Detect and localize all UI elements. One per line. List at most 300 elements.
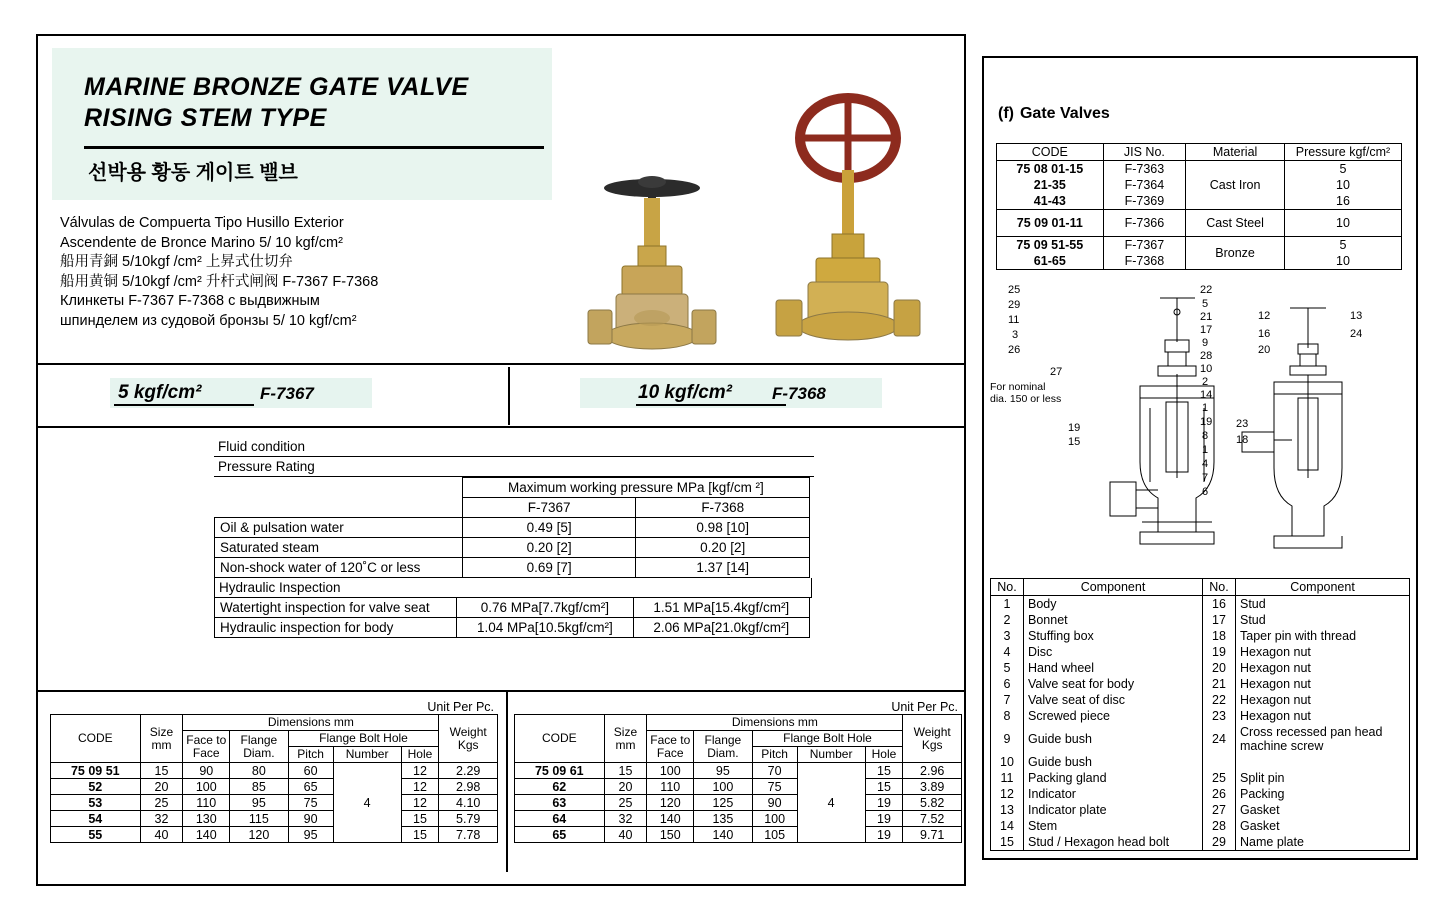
cell-flange: 95 [694,763,752,779]
hydraulic-inspection-title: Hydraulic Inspection [214,578,812,598]
unit-note: Unit Per Pc. [427,700,494,714]
bar-top-rule [38,363,964,365]
callout-2: 2 [1202,376,1209,388]
table-row [215,558,810,578]
cell-component: Bonnet [1024,612,1203,628]
cell-jis: F-7368 [1103,253,1186,270]
table-row [51,827,498,843]
cell-no: 29 [1203,834,1236,851]
row-label: Non-shock water of 120˚C or less [215,558,463,578]
cell-component: Packing [1236,786,1410,802]
th-pressure: Pressure kgf/cm² [1284,144,1401,161]
callout-28: 28 [1200,350,1213,362]
callout-18: 18 [1236,434,1249,446]
cell-hole: 12 [401,779,439,795]
th-flange-diam: Flange Diam. [230,731,288,763]
callout-21: 21 [1200,311,1213,323]
table-row [215,598,810,618]
cell-flange: 140 [694,827,752,843]
table-row [991,692,1410,708]
cell-component: Hexagon nut [1236,692,1410,708]
hydraulic-inspection-table [214,597,810,638]
table-row [215,518,810,538]
cell-no: 1 [991,596,1024,613]
cell-no: 15 [991,834,1024,851]
callout-8: 8 [1202,430,1209,442]
cell-pressure: 5 [1284,161,1401,178]
cell-component: Hexagon nut [1236,644,1410,660]
cell-flange: 80 [230,763,288,779]
cell-no: 7 [991,692,1024,708]
cell-code: 75 09 51-55 [997,237,1104,254]
section-title: Gate Valves [1019,105,1110,122]
cell-face: 140 [183,827,230,843]
table-row [515,827,962,843]
callout-23: 23 [1236,418,1249,430]
cell-flange: 120 [230,827,288,843]
table-row [991,786,1410,802]
callout-29: 29 [1008,299,1021,311]
cell-component: Stud [1236,612,1410,628]
subtitle-line: Ascendente de Bronce Marino 5/ 10 kgf/cm² [60,234,343,251]
component-list-table [990,578,1410,851]
cell-jis: F-7366 [1103,210,1186,237]
cell-code: 75 09 51 [51,763,141,779]
cell-pressure: 16 [1284,193,1401,210]
pressure-rating-5: 5 kgf/cm² [118,382,202,403]
cell-no: 20 [1203,660,1236,676]
cell-component: Disc [1024,644,1203,660]
cell-component: Indicator plate [1024,802,1203,818]
table-row [215,618,810,638]
subtitle-line: 船用青銅 5/10kgf /cm² 上昇式仕切弁 [60,254,293,270]
cell-component: Packing gland [1024,770,1203,786]
th-flange-diam: Flange Diam. [694,731,752,763]
cell-pitch: 65 [288,779,333,795]
callout-1a: 1 [1202,402,1209,414]
cell-hole: 15 [401,811,439,827]
cell-weight: 2.29 [439,763,498,779]
cell-number: 4 [797,763,865,843]
th-flange-bolt-hole: Flange Bolt Hole [288,731,439,747]
callout-15-left: 15 [1068,436,1081,448]
callout-22: 22 [1200,284,1213,296]
pressure-code-5: F-7367 [260,384,314,403]
title-divider [84,146,544,149]
cell-no: 8 [991,708,1024,724]
callout-3: 3 [1012,329,1019,341]
cell-material: Bronze [1186,237,1285,270]
cell-pitch: 75 [288,795,333,811]
cell-flange: 125 [694,795,752,811]
table-row [991,644,1410,660]
cell-flange: 95 [230,795,288,811]
cell-no [1203,754,1236,770]
cell-pitch: 100 [752,811,797,827]
cell-code: 63 [515,795,605,811]
table-row [991,724,1410,754]
cell-no: 18 [1203,628,1236,644]
cell-pitch: 90 [288,811,333,827]
cell-size: 20 [604,779,647,795]
cell-hole: 19 [865,827,903,843]
cell-no: 22 [1203,692,1236,708]
table-row [991,834,1410,851]
table-row [51,763,498,779]
callout-11: 11 [1008,314,1020,326]
table-row [991,660,1410,676]
title-line-2: RISING STEM TYPE [84,104,327,132]
table-row [991,596,1410,613]
table-row [991,770,1410,786]
table-row [51,795,498,811]
cell-hole: 15 [865,763,903,779]
cell-pitch: 60 [288,763,333,779]
table-row [997,161,1402,178]
cell-f7367: 1.04 MPa[10.5kgf/cm²] [457,618,633,638]
cell-weight: 2.96 [903,763,962,779]
cell-component: Indicator [1024,786,1203,802]
cell-weight: 5.82 [903,795,962,811]
cell-pitch: 70 [752,763,797,779]
row-label: Saturated steam [215,538,463,558]
cell-no: 26 [1203,786,1236,802]
th-jis-no: JIS No. [1103,144,1186,161]
th-size: Size mm [604,715,647,763]
cell-code: 75 09 01-11 [997,210,1104,237]
cell-size: 15 [140,763,183,779]
callout-24: 24 [1350,328,1363,340]
cell-component: Stem [1024,818,1203,834]
cell-pitch: 75 [752,779,797,795]
col-header-f7367: F-7367 [462,498,636,518]
callout-25: 25 [1008,284,1021,296]
cell-no: 9 [991,724,1024,754]
cell-face: 120 [647,795,694,811]
subtitle-line: Válvulas de Compuerta Tipo Husillo Exterior [60,215,344,231]
cell-f7368: 1.37 [14] [636,558,810,578]
cell-pressure: 10 [1284,253,1401,270]
cell-component: Guide bush [1024,724,1203,754]
row-label: Hydraulic inspection for body [215,618,457,638]
table-row [515,811,962,827]
fluid-condition-block [214,437,814,638]
th-flange-bolt-hole: Flange Bolt Hole [752,731,903,747]
cell-size: 32 [140,811,183,827]
cell-size: 25 [140,795,183,811]
jis-reference-table [996,143,1402,270]
callout-1b: 1 [1202,444,1209,456]
cell-hole: 19 [865,811,903,827]
table-row [51,811,498,827]
cell-flange: 115 [230,811,288,827]
cell-component: Name plate [1236,834,1410,851]
bar-vertical-divider [508,367,510,425]
cell-pitch: 90 [752,795,797,811]
pressure-rating-table [214,477,810,578]
cell-component: Stud / Hexagon head bolt [1024,834,1203,851]
cell-component: Hexagon nut [1236,676,1410,692]
cell-code: 64 [515,811,605,827]
cell-size: 25 [604,795,647,811]
valve-photo-5kgf [572,70,762,350]
callout-7: 7 [1202,472,1209,484]
cell-face: 130 [183,811,230,827]
cell-face: 140 [647,811,694,827]
cell-no: 16 [1203,596,1236,613]
cell-no: 27 [1203,802,1236,818]
th-weight: Weight Kgs [439,715,498,763]
table-row [991,612,1410,628]
th-size: Size mm [140,715,183,763]
callout-12: 12 [1258,310,1271,322]
callout-27: 27 [1050,366,1063,378]
callout-19-right: 19 [1200,416,1213,428]
cell-material: Cast Steel [1186,210,1285,237]
table-row [991,676,1410,692]
callout-6: 6 [1202,486,1209,498]
cell-hole: 12 [401,795,439,811]
th-hole: Hole [401,747,439,763]
section-marker: (f) [998,105,1014,122]
th-component-2: Component [1236,579,1410,596]
table-row [997,237,1402,254]
th-number: Number [797,747,865,763]
callout-10: 10 [1200,363,1213,375]
callout-16: 16 [1258,328,1271,340]
th-material: Material [1186,144,1285,161]
cell-size: 40 [140,827,183,843]
row-label: Watertight inspection for valve seat [215,598,457,618]
cell-component: Split pin [1236,770,1410,786]
cell-weight: 5.79 [439,811,498,827]
cell-weight: 4.10 [439,795,498,811]
cell-code: 61-65 [997,253,1104,270]
table-row [991,754,1410,770]
callout-4: 4 [1202,458,1209,470]
cell-no: 23 [1203,708,1236,724]
th-code: CODE [515,715,605,763]
table-row [991,708,1410,724]
dimensions-table [50,714,498,843]
cell-no: 13 [991,802,1024,818]
cell-component: Hand wheel [1024,660,1203,676]
cell-f7367: 0.76 MPa[7.7kgf/cm²] [457,598,633,618]
cell-size: 20 [140,779,183,795]
table-row [515,795,962,811]
th-face-to-face: Face to Face [183,731,230,763]
cell-no: 10 [991,754,1024,770]
cell-code: 52 [51,779,141,795]
cell-no: 24 [1203,724,1236,754]
cell-weight: 7.78 [439,827,498,843]
th-no-1: No. [991,579,1024,596]
th-dimensions: Dimensions mm [647,715,903,731]
cell-component: Stuffing box [1024,628,1203,644]
cell-component: Gasket [1236,818,1410,834]
callout-9: 9 [1202,337,1209,349]
cell-f7368: 1.51 MPa[15.4kgf/cm²] [633,598,809,618]
callout-20: 20 [1258,344,1271,356]
bar-bottom-rule [38,426,964,428]
valve-photo-10kgf [770,70,950,350]
title-korean: 선박용 황동 게이트 밸브 [88,162,298,184]
unit-note: Unit Per Pc. [891,700,958,714]
cell-no: 14 [991,818,1024,834]
col-header-f7368: F-7368 [636,498,810,518]
cell-code: 21-35 [997,177,1104,193]
cell-hole: 15 [401,827,439,843]
cell-jis: F-7363 [1103,161,1186,178]
cell-code: 62 [515,779,605,795]
pressure-underline-5 [114,404,254,406]
cell-code: 65 [515,827,605,843]
cell-material: Cast Iron [1186,161,1285,210]
cell-jis: F-7369 [1103,193,1186,210]
th-code: CODE [51,715,141,763]
th-hole: Hole [865,747,903,763]
cell-hole: 12 [401,763,439,779]
table-row [991,628,1410,644]
th-pitch: Pitch [288,747,333,763]
pressure-rating-10: 10 kgf/cm² [638,382,732,403]
callout-17: 17 [1200,324,1213,336]
callout-13: 13 [1350,310,1363,322]
table-row [515,779,962,795]
cell-weight: 7.52 [903,811,962,827]
cell-component: Stud [1236,596,1410,613]
cell-component [1236,754,1410,770]
th-dimensions: Dimensions mm [183,715,439,731]
row-label: Oil & pulsation water [215,518,463,538]
cell-component: Guide bush [1024,754,1203,770]
cell-weight: 9.71 [903,827,962,843]
table-row [991,818,1410,834]
cell-code: 53 [51,795,141,811]
callout-26: 26 [1008,344,1021,356]
cell-hole: 15 [865,779,903,795]
cell-face: 110 [647,779,694,795]
subtitle-line: Клинкеты F-7367 F-7368 с выдвижным [60,293,320,309]
cell-flange: 85 [230,779,288,795]
cell-no: 4 [991,644,1024,660]
cell-number: 4 [333,763,401,843]
cell-no: 25 [1203,770,1236,786]
cell-f7367: 0.69 [7] [462,558,636,578]
table-row [991,802,1410,818]
gate-valve-cross-section-diagram [990,282,1410,568]
pressure-code-10: F-7368 [772,384,826,403]
cell-no: 21 [1203,676,1236,692]
cell-code: 75 09 61 [515,763,605,779]
cell-no: 12 [991,786,1024,802]
cell-no: 17 [1203,612,1236,628]
cell-size: 32 [604,811,647,827]
cell-no: 28 [1203,818,1236,834]
cell-pitch: 95 [288,827,333,843]
th-code: CODE [997,144,1104,161]
th-component-1: Component [1024,579,1203,596]
cell-no: 3 [991,628,1024,644]
dimension-table-10kgf [514,700,962,843]
th-number: Number [333,747,401,763]
cell-weight: 3.89 [903,779,962,795]
cell-component: Taper pin with thread [1236,628,1410,644]
cell-component: Body [1024,596,1203,613]
cell-no: 19 [1203,644,1236,660]
cell-component: Screwed piece [1024,708,1203,724]
callout-5: 5 [1202,298,1209,310]
cell-code: 75 08 01-15 [997,161,1104,178]
dimensions-table [514,714,962,843]
dim-vertical-divider [506,690,508,872]
cell-component: Valve seat for body [1024,676,1203,692]
cell-pressure: 10 [1284,177,1401,193]
cell-pressure: 10 [1284,210,1401,237]
table-row [215,538,810,558]
subtitle-line: шпинделем из судовой бронзы 5/ 10 kgf/cm² [60,312,357,329]
cell-size: 40 [604,827,647,843]
cell-face: 100 [647,763,694,779]
cell-component: Gasket [1236,802,1410,818]
th-no-2: No. [1203,579,1236,596]
cell-code: 41-43 [997,193,1104,210]
th-weight: Weight Kgs [903,715,962,763]
subtitle-line: 船用黄铜 5/10kgf /cm² 升杆式闸阀 F-7367 F-7368 [60,273,379,290]
subtitle-block [60,214,480,331]
page-title [84,72,554,134]
cell-code: 54 [51,811,141,827]
cell-face: 110 [183,795,230,811]
table-row [515,763,962,779]
pressure-rating-title: Pressure Rating [214,457,814,477]
panel-title [998,105,1110,123]
table-row [51,779,498,795]
fluid-condition-title: Fluid condition [214,437,814,457]
cell-no: 11 [991,770,1024,786]
th-face-to-face: Face to Face [647,731,694,763]
cell-flange: 135 [694,811,752,827]
callout-14: 14 [1200,389,1213,401]
dim-top-rule [38,690,964,692]
cell-f7367: 0.20 [2] [462,538,636,558]
cell-hole: 19 [865,795,903,811]
cell-no: 5 [991,660,1024,676]
cell-jis: F-7367 [1103,237,1186,254]
cell-component: Hexagon nut [1236,708,1410,724]
cell-size: 15 [604,763,647,779]
cell-component: Cross recessed pan head machine screw [1236,724,1410,754]
cell-flange: 100 [694,779,752,795]
cell-face: 90 [183,763,230,779]
cell-face: 100 [183,779,230,795]
cell-component: Hexagon nut [1236,660,1410,676]
pressure-underline-10 [636,404,786,406]
cell-f7368: 0.98 [10] [636,518,810,538]
cell-jis: F-7364 [1103,177,1186,193]
cell-no: 2 [991,612,1024,628]
dimension-table-5kgf [50,700,498,843]
max-pressure-header: Maximum working pressure MPa [kgf/cm ²] [462,478,809,498]
cell-f7368: 0.20 [2] [636,538,810,558]
cell-pressure: 5 [1284,237,1401,254]
callout-19-left: 19 [1068,422,1081,434]
cell-code: 55 [51,827,141,843]
cell-pitch: 105 [752,827,797,843]
cell-no: 6 [991,676,1024,692]
th-pitch: Pitch [752,747,797,763]
cell-component: Valve seat of disc [1024,692,1203,708]
